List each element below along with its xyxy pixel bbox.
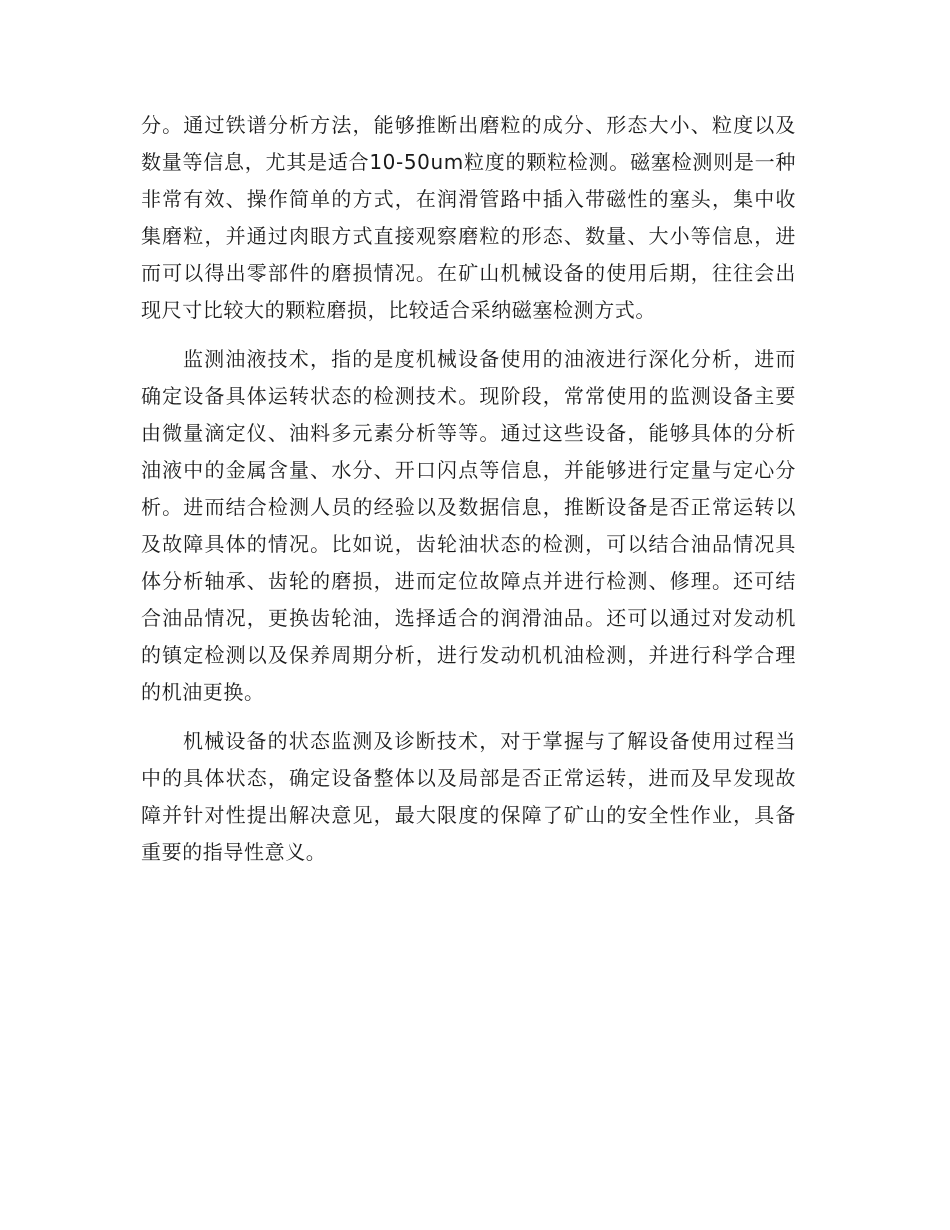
paragraph-continued: 分。通过铁谱分析方法，能够推断出磨粒的成分、形态大小、粒度以及数量等信息，尤其是适合10-50um粒度的颗粒检测。磁塞检测则是一种非常有效、操作简单的方式，在润滑管路中插入带磁性的塞头，集中收集磨粒，并通过肉眼方式直接观察磨粒的形态、数量、大小等信息，进而可以得出零部件的磨损情况。在矿山机械设备的使用后期，往往会出现尺寸比较大的颗粒磨损，比较适合采纳磁塞检测方式。 (141, 113, 796, 322)
paragraph-conclusion: 机械设备的状态监测及诊断技术，对于掌握与了解设备使用过程当中的具体状态，确定设备整体以及局部是否正常运转，进而及早发现故障并针对性提出解决意见，最大限度的保障了矿山的安全性作业，具备重要的指导性意义。 (141, 729, 796, 864)
paragraph-oil-monitoring: 监测油液技术，指的是度机械设备使用的油液进行深化分析，进而确定设备具体运转状态的检测技术。现阶段，常常使用的监测设备主要由微量滴定仪、油料多元素分析等等。通过这些设备，能够具体的分析油液中的金属含量、水分、开口闪点等信息，并能够进行定量与定心分析。进而结合检测人员的经验以及数据信息，推断设备是否正常运转以及故障具体的情况。比如说，齿轮油状态的检测，可以结合油品情况具体分析轴承、齿轮的磨损，进而定位故障点并进行检测、修理。还可结合油品情况，更换齿轮油，选择适合的润滑油品。还可以通过对发动机的镇定检测以及保养周期分析，进行发动机机油检测，并进行科学合理的机油更换。 (141, 347, 796, 704)
document-body (141, 107, 796, 883)
